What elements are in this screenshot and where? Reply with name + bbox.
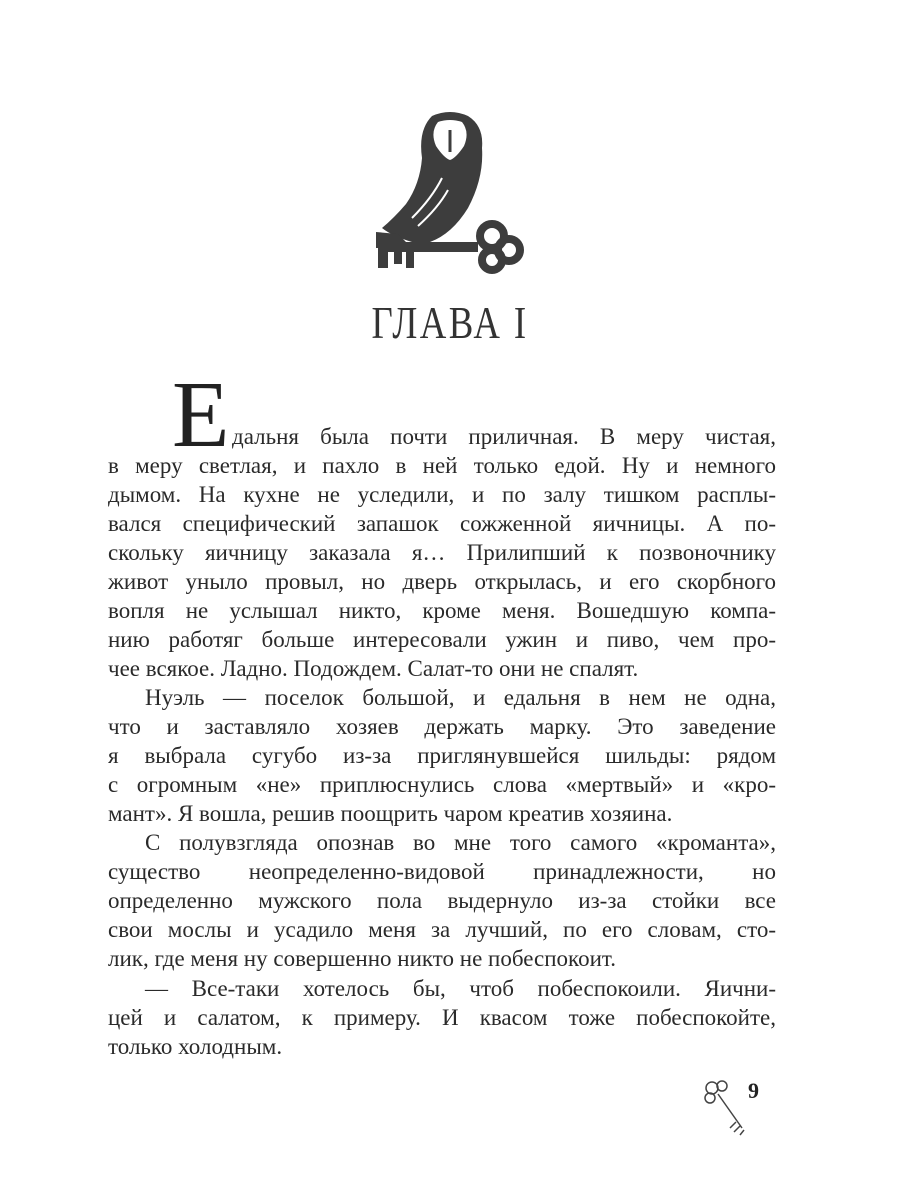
text-line: с огромным «не» приплюснулись слова «мертвый» и «кро- (108, 772, 776, 797)
text-line: дымом. На кухне не уследили, и по залу тишком расплы- (108, 482, 776, 507)
text-line: я выбрала сугубо из-за приглянувшейся шильды: рядом (108, 743, 776, 768)
text-line: нию работяг больше интересовали ужин и пиво, чем про- (108, 627, 776, 652)
text-line: в меру светлая, и пахло в ней только едой. Ну и немного (108, 453, 776, 478)
text-line: свои мослы и усадило меня за лучший, по его словам, сто- (108, 917, 776, 942)
text-line: чее всякое. Ладно. Подождем. Салат-то они не спалят. (108, 656, 639, 681)
text-line: дальня была почти приличная. В меру чистая, (232, 424, 776, 449)
key-icon (700, 1078, 750, 1138)
text-line: живот уныло провыл, но дверь открылась, и его скорбного (108, 569, 776, 594)
drop-cap: Е (172, 363, 230, 467)
text-line: — Все-таки хотелось бы, чтоб побеспокоили. Яични- (145, 976, 776, 1001)
text-line: мант». Я вошла, решив поощрить чаром креатив хозяина. (108, 801, 673, 826)
text-line: что и заставляло хозяев держать марку. Это заведение (108, 714, 776, 739)
text-line: вопля не услышал никто, кроме меня. Вошедшую компа- (108, 598, 776, 623)
page-number: 9 (748, 1078, 759, 1103)
text-line: определенно мужского пола выдернуло из-за стойки все (108, 888, 776, 913)
owl-on-key-icon (372, 108, 528, 274)
text-line: Нуэль — поселок большой, и едальня в нем не одна, (145, 685, 776, 710)
text-line: С полувзгляда опознав во мне того самого «кроманта», (145, 830, 776, 855)
text-line: лик, где меня ну совершенно никто не побеспокоит. (108, 946, 616, 971)
text-line: цей и салатом, к примеру. И квасом тоже побеспокойте, (108, 1005, 776, 1030)
text-line: скольку яичницу заказала я… Прилипший к позвоночнику (108, 540, 776, 565)
text-line: только холодным. (108, 1034, 283, 1059)
text-line: вался специфический запашок сожженной яичницы. А по- (108, 511, 776, 536)
chapter-title: ГЛАВА I (371, 297, 529, 348)
text-line: существо неопределенно-видовой принадлежности, но (108, 859, 776, 884)
